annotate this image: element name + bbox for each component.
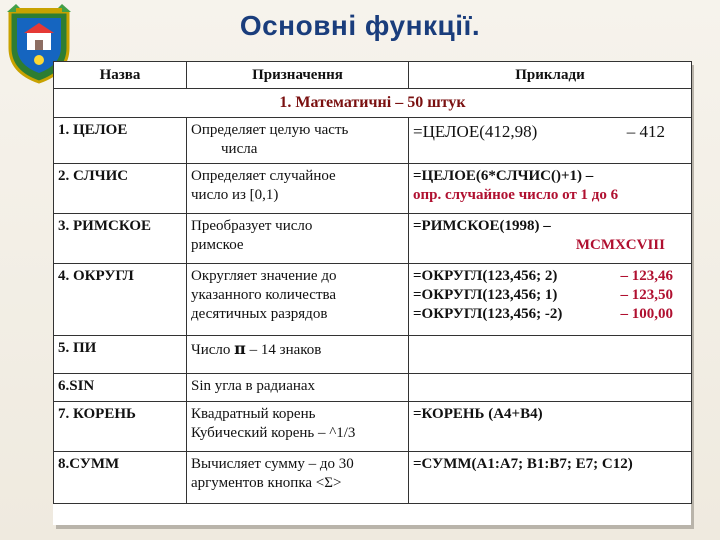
function-name: 2. СЛЧИС bbox=[54, 164, 187, 214]
column-header-examples: Приклади bbox=[409, 62, 692, 89]
example-line bbox=[413, 305, 687, 324]
function-example bbox=[409, 336, 692, 374]
table-row bbox=[54, 374, 692, 402]
table-row bbox=[54, 336, 692, 374]
purpose-line: Кубический корень – ^1/3 bbox=[191, 424, 356, 441]
purpose-line: Определяет целую часть bbox=[191, 122, 349, 138]
example-line bbox=[413, 286, 687, 305]
example-result: – 123,50 bbox=[620, 286, 673, 303]
purpose-line: Округляет значение до bbox=[191, 268, 337, 284]
example-formula: =ОКРУГЛ(123,456; 1) bbox=[413, 286, 558, 303]
function-example bbox=[409, 402, 692, 452]
function-name: 3. РИМСКОЕ bbox=[54, 214, 187, 264]
table-header-row bbox=[54, 62, 692, 89]
function-purpose bbox=[187, 164, 409, 214]
table-row bbox=[54, 214, 692, 264]
example-formula: =ОКРУГЛ(123,456; -2) bbox=[413, 305, 563, 322]
column-header-name: Назва bbox=[54, 62, 187, 89]
example-formula: =ОКРУГЛ(123,456; 2) bbox=[413, 268, 558, 284]
function-example bbox=[409, 452, 692, 504]
function-example bbox=[409, 214, 692, 264]
example-result: – 100,00 bbox=[620, 305, 673, 322]
function-example bbox=[409, 118, 692, 164]
function-example bbox=[409, 374, 692, 402]
function-name: 4. ОКРУГЛ bbox=[54, 264, 187, 336]
function-example bbox=[409, 264, 692, 336]
purpose-line: десятичных разрядов bbox=[191, 305, 328, 322]
function-name: 6.SIN bbox=[54, 374, 187, 402]
functions-table bbox=[53, 61, 692, 504]
function-name: 7. КОРЕНЬ bbox=[54, 402, 187, 452]
page-title: Основні функції. bbox=[239, 10, 481, 41]
column-header-purpose: Призначення bbox=[187, 62, 409, 89]
function-purpose bbox=[187, 264, 409, 336]
example-result: – 123,46 bbox=[620, 268, 673, 284]
purpose-line: Квадратный корень bbox=[191, 406, 316, 422]
function-purpose bbox=[187, 452, 409, 504]
table-row bbox=[54, 264, 692, 336]
example-formula: =ЦЕЛОЕ(6*СЛЧИС()+1) – bbox=[413, 168, 594, 184]
function-purpose bbox=[187, 118, 409, 164]
purpose-text: – 14 знаков bbox=[245, 342, 322, 358]
function-purpose: Sin угла в радианах bbox=[187, 374, 409, 402]
example-formula: =РИМСКОЕ(1998) – bbox=[413, 218, 551, 234]
example-formula: =ЦЕЛОЕ(412,98) bbox=[413, 122, 538, 141]
purpose-line: аргументов кнопка <Σ> bbox=[191, 474, 342, 491]
function-name: 8.СУММ bbox=[54, 452, 187, 504]
purpose-line: римское bbox=[191, 236, 244, 253]
purpose-line: числа bbox=[221, 140, 258, 157]
purpose-line: указанного количества bbox=[191, 286, 337, 303]
function-name: 5. ПИ bbox=[54, 336, 187, 374]
example-result: опр. случайное число от 1 до 6 bbox=[413, 186, 619, 203]
section-heading: 1. Математичні – 50 штук bbox=[54, 89, 692, 118]
function-example bbox=[409, 164, 692, 214]
example-formula: =СУММ(A1:A7; B1:B7; E7; C12) bbox=[413, 456, 633, 472]
table-row bbox=[54, 118, 692, 164]
function-purpose bbox=[187, 336, 409, 374]
purpose-line: число из [0,1) bbox=[191, 186, 279, 203]
function-purpose bbox=[187, 214, 409, 264]
table-row bbox=[54, 164, 692, 214]
function-name: 1. ЦЕЛОЕ bbox=[54, 118, 187, 164]
function-purpose bbox=[187, 402, 409, 452]
purpose-text: Число bbox=[191, 342, 235, 358]
purpose-line: Вычисляет сумму – до 30 bbox=[191, 456, 354, 472]
purpose-line: Определяет случайное bbox=[191, 168, 336, 184]
section-row bbox=[54, 89, 692, 118]
example-result: MCMXCVIII bbox=[575, 236, 665, 253]
functions-table-container bbox=[53, 61, 691, 525]
pi-symbol: π bbox=[234, 339, 246, 358]
example-result: – 412 bbox=[626, 122, 665, 141]
table-row bbox=[54, 452, 692, 504]
purpose-line: Преобразует число bbox=[191, 218, 313, 234]
example-line bbox=[413, 267, 687, 286]
table-row bbox=[54, 402, 692, 452]
example-formula: =КОРЕНЬ (A4+B4) bbox=[413, 406, 543, 422]
